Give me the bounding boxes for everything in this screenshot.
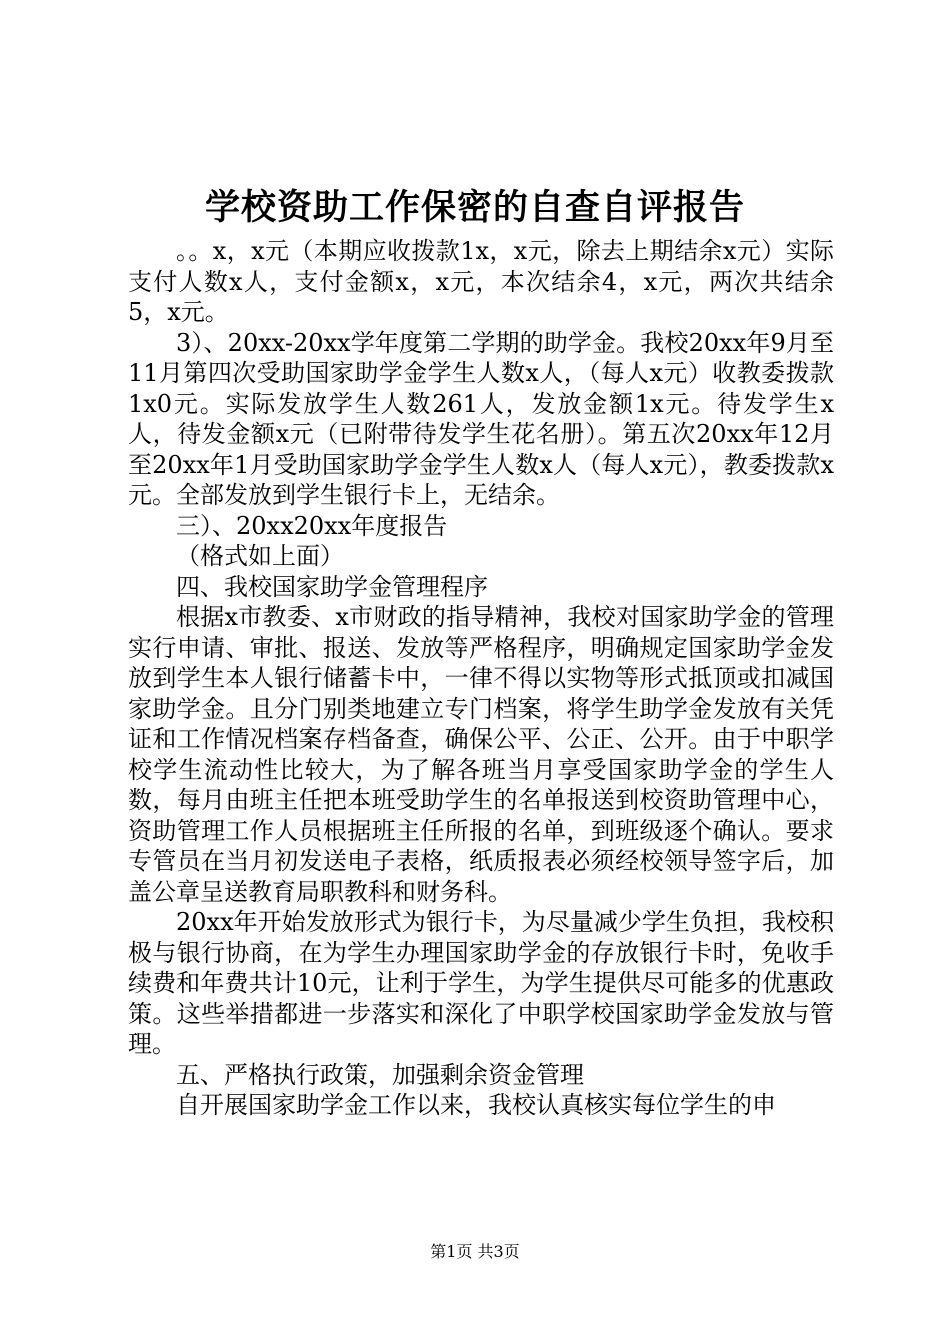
paragraph: 20xx年开始发放形式为银行卡，为尽量减少学生负担，我校积极与银行协商，在为学生办理国家助学金的存放银行卡时，免收手续费和年费共计10元，让利于学生，为学生提供尽可能多的优惠政策。这些举措都进一步落实和深化了中职学校国家助学金发放与管理。 [128,908,834,1058]
section-heading: 三）、20xx20xx年度报告 [176,511,448,540]
paragraph: 根据x市教委、x市财政的指导精神，我校对国家助学金的管理实行申请、审批、报送、发放等严格程序，明确规定国家助学金发放到学生本人银行储蓄卡中，一律不得以实物等形式抵顶或扣减国家助学金。且分门别类地建立专门档案，将学生助学金发放有关凭证和工作情况档案存档备查，确保公平、公正、公开。由于中职学校学生流动性比较大，为了解各班当月享受国家助学金的学生人数，每月由班主任把本班受助学生的名单报送到校资助管理中心，资助管理工作人员根据班主任所报的名单，到班级逐个确认。要求专管员在当月初发送电子表格，纸质报表必须经校领导签字后，加盖公章呈送教育局职教科和财务科。 [128,603,834,906]
section-heading: 四、我校国家助学金管理程序 [176,572,488,601]
document-body [128,236,834,1121]
paragraph: （格式如上面） [176,542,344,570]
paragraph: 3）、20xx-20xx学年度第二学期的助学金。我校20xx年9月至11月第四次受助国家助学金学生人数x人，（每人x元）收教委拨款1x0元。实际发放学生人数261人，发放金额1x元。待发学生x人，待发金额x元（已附带待发学生花名册）。第五次20xx年12月至20xx年1月受助国家助学金学生人数x人（每人x元），教委拨款x元。全部发放到学生银行卡上，无结余。 [128,328,834,509]
document-title: 学校资助工作保密的自查自评报告 [204,187,745,228]
paragraph: 自开展国家助学金工作以来，我校认真核实每位学生的申 [176,1091,776,1119]
paragraph: 。。x，x元（本期应收拨款1x，x元，除去上期结余x元）实际支付人数x人，支付金额x，x元，本次结余4，x元，两次共结余5，x元。 [128,237,834,326]
page-footer: 第1页 共3页 [430,1242,520,1261]
section-heading: 五、严格执行政策，加强剩余资金管理 [176,1060,584,1089]
